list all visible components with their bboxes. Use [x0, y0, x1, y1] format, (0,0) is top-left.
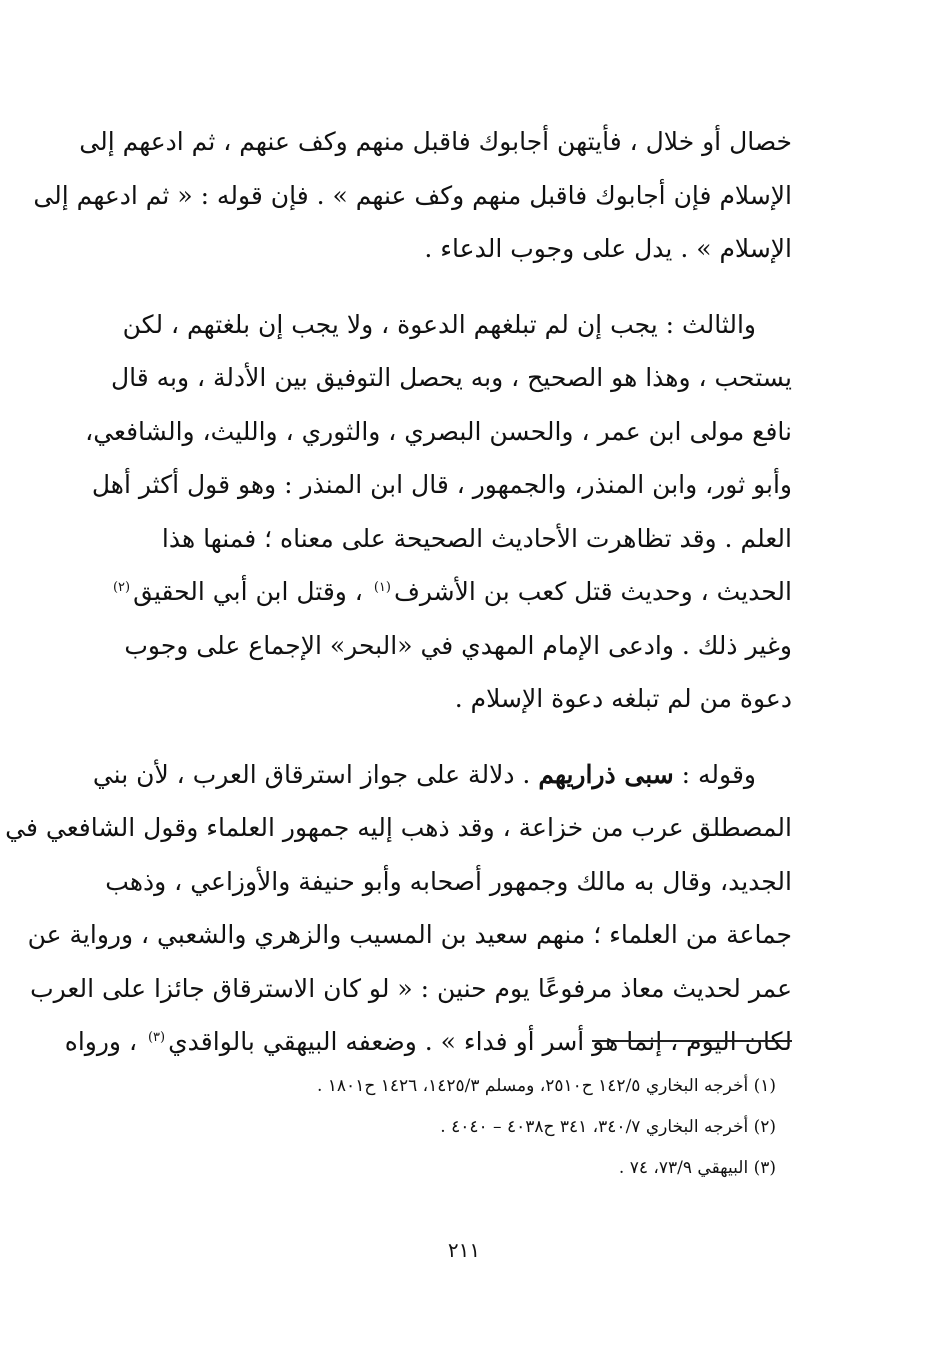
paragraph-3: [5, 748, 792, 1069]
text-line: جماعة من العلماء ؛ منهم سعيد بن المسيب والزهري والشعبي ، ورواية عن: [27, 920, 792, 949]
footnote-2: (٢) أخرجه البخاري ٣٤٠/٧، ٣٤١ ح٤٠٣٨ – ٤٠٤٠ .: [440, 1117, 776, 1137]
text-line: الإسلام فإن أجابوك فاقبل منهم وكف عنهم » . فإن قوله : « ثم ادعهم إلى: [33, 180, 792, 210]
text-line: العلم . وقد تظاهرت الأحاديث الصحيحة على معناه ؛ فمنها هذا: [161, 523, 792, 553]
text-line: وأبو ثور، وابن المنذر، والجمهور ، قال ابن المنذر : وهو قول أكثر أهل: [91, 470, 792, 499]
text-line: الجديد، وقال به مالك وجمهور أصحابه وأبو حنيفة والأوزاعي ، وذهب: [105, 866, 792, 896]
footnote-ref-2[interactable]: (٢): [112, 579, 131, 595]
text-line: يستحب ، وهذا هو الصحيح ، وبه يحصل التوفيق بين الأدلة ، وبه قال: [110, 363, 792, 392]
footnote-ref-3[interactable]: (٣): [147, 1029, 166, 1045]
text-line: دعوة من لم تبلغه دعوة الإسلام .: [454, 684, 792, 713]
text-line: خصال أو خلال ، فأيتهن أجابوك فاقبل منهم وكف عنهم ، ثم ادعهم إلى: [79, 127, 792, 156]
footnotes: [150, 1066, 776, 1189]
text-segment: ، ورواه: [64, 1027, 138, 1056]
text-segment: . دلالة على جواز استرقاق العرب ، لأن بني: [92, 759, 531, 789]
text-line: [92, 748, 792, 802]
text-line: الإسلام » . يدل على وجوب الدعاء .: [424, 234, 792, 263]
text-segment: الحديث ، وحديث قتل كعب بن الأشرف: [393, 577, 792, 606]
footnote-3: (٣) البيهقي ٧٣/٩، ٧٤ .: [618, 1158, 776, 1178]
text-segment: ، وقتل ابن أبي الحقيق: [133, 577, 363, 606]
footnote-ref-1[interactable]: (١): [373, 579, 391, 595]
page-number: ٢١١: [447, 1238, 481, 1262]
text-line: نافع مولى ابن عمر ، والحسن البصري ، والثوري ، والليث، والشافعي،: [85, 416, 792, 446]
text-line: والثالث : يجب إن لم تبلغهم الدعوة ، ولا يجب إن بلغتهم ، لكن: [122, 309, 756, 339]
text-line: وغير ذلك . وادعى الإمام المهدي في «البحر» الإجماع على وجوب: [124, 630, 792, 660]
footnote-separator: [592, 1040, 792, 1042]
text-line: المصطلق عرب من خزاعة ، وقد ذهب إليه جمهور العلماء وقول الشافعي في: [5, 813, 792, 842]
text-line: [112, 565, 792, 619]
bold-term: سبى ذراريهم: [538, 759, 674, 789]
body-text: [5, 115, 792, 1091]
footnote-1: (١) أخرجه البخاري ١٤٢/٥ ح٢٥١٠، ومسلم ١٤٢٥/٣، ١٤٢٦ ح١٨٠١ .: [316, 1076, 776, 1096]
text-segment: لكان اليوم ، إنما هو أسر أو فداء » . وضعفه البيهقي بالواقدي: [168, 1027, 792, 1056]
paragraph-2: [85, 298, 792, 726]
paragraph-1: [33, 115, 792, 276]
text-segment: وقوله :: [681, 759, 756, 789]
text-line: عمر لحديث معاذ مرفوعًا يوم حنين : « لو كان الاسترقاق جائزا على العرب: [30, 973, 792, 1003]
